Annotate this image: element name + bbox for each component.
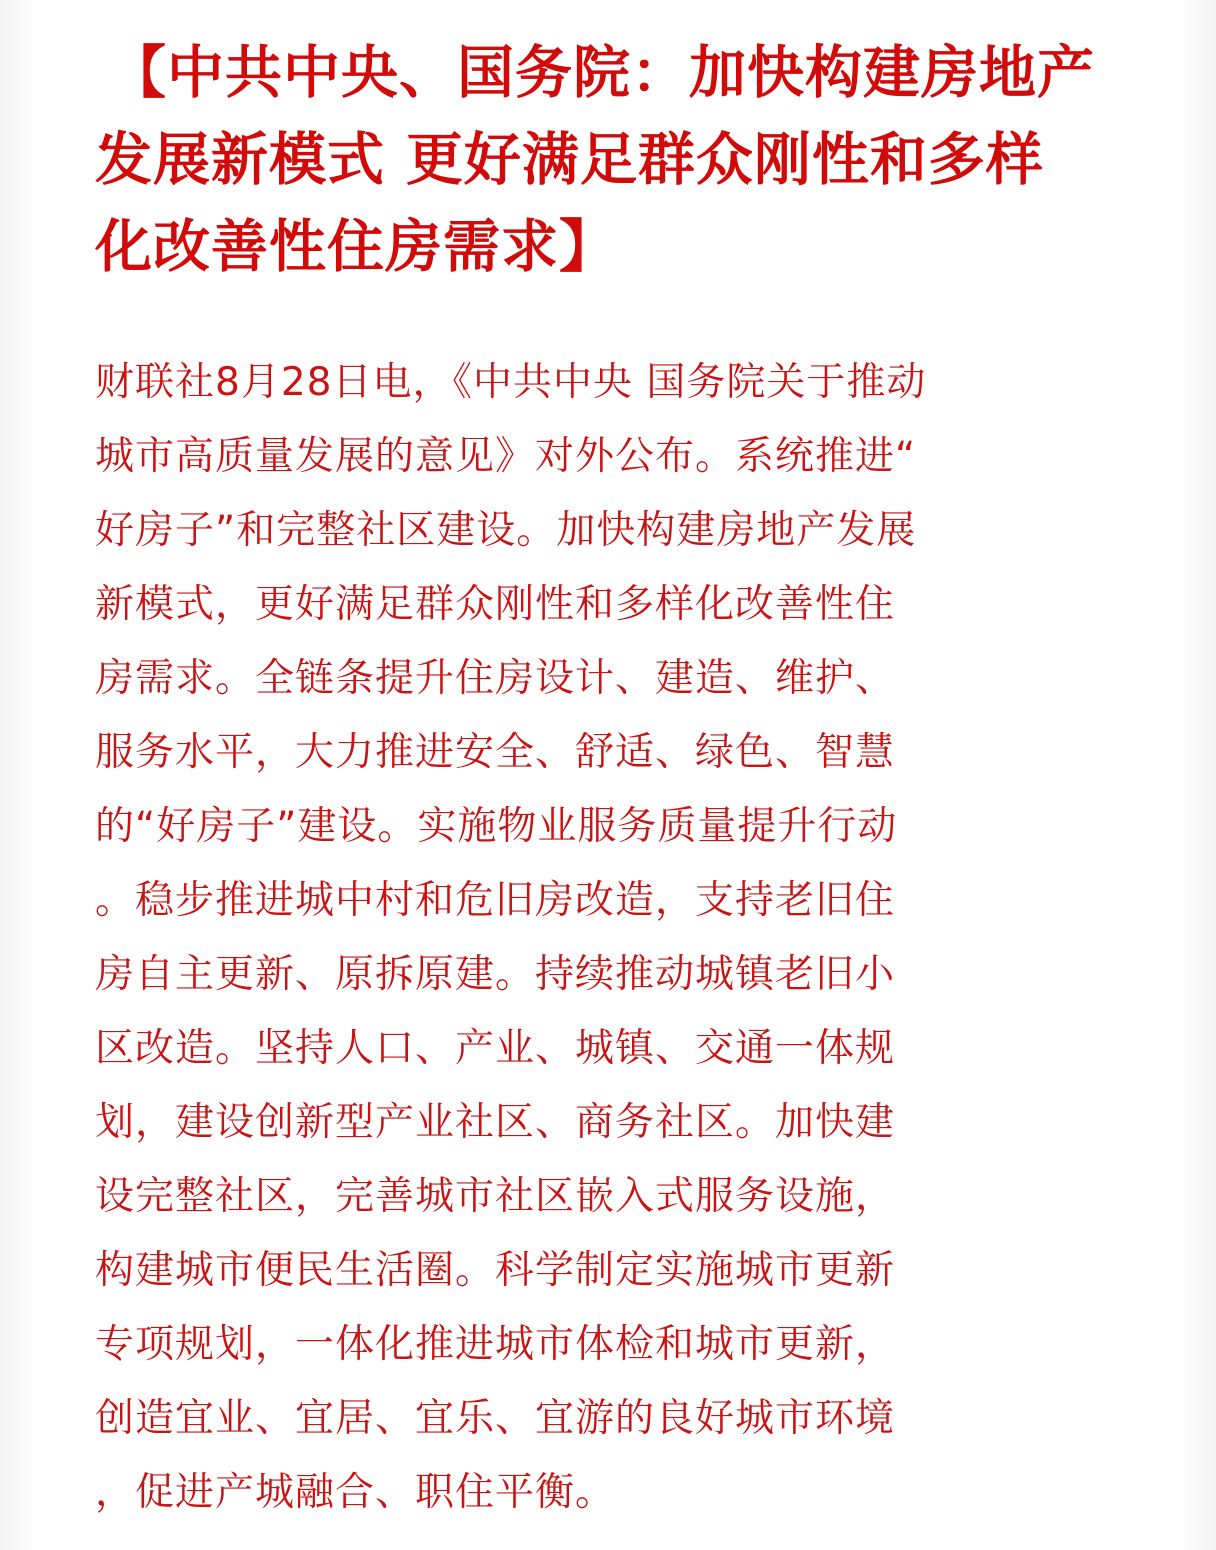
body-line: 。稳步推进城中村和危旧房改造，支持老旧住 [95, 878, 896, 923]
body-line: 的“好房子”建设。实施物业服务质量提升行动 [95, 804, 898, 849]
body-line: 构建城市便民生活圈。科学制定实施城市更新 [95, 1248, 896, 1293]
body-line: 新模式，更好满足群众刚性和多样化改善性住 [95, 582, 896, 627]
body-line: 区改造。坚持人口、产业、城镇、交通一体规 [95, 1026, 896, 1071]
body-line: 创造宜业、宜居、宜乐、宜游的良好城市环境 [95, 1396, 896, 1441]
body-line: 房自主更新、原拆原建。持续推动城镇老旧小 [95, 952, 896, 997]
article-headline: 【中共中央、国务院：加快构建房地产发展新模式 更好满足群众刚性和多样化改善性住房需求】 [95, 40, 1095, 280]
body-line: 设完整社区，完善城市社区嵌入式服务设施， [95, 1174, 896, 1219]
body-line: 财联社8月28日电，《中共中央 国务院关于推动 [95, 360, 927, 405]
body-line: 服务水平，大力推进安全、舒适、绿色、智慧 [95, 730, 896, 775]
body-line: 房需求。全链条提升住房设计、建造、维护、 [95, 656, 896, 701]
article-body [95, 346, 1100, 1530]
body-line: 城市高质量发展的意见》对外公布。系统推进“ [95, 434, 917, 479]
body-line: ，促进产城融合、职住平衡。 [95, 1470, 616, 1515]
body-line: 划，建设创新型产业社区、商务社区。加快建 [95, 1100, 896, 1145]
body-line: 专项规划，一体化推进城市体检和城市更新， [95, 1322, 896, 1367]
body-line: 好房子”和完整社区建设。加快构建房地产发展 [95, 508, 917, 553]
